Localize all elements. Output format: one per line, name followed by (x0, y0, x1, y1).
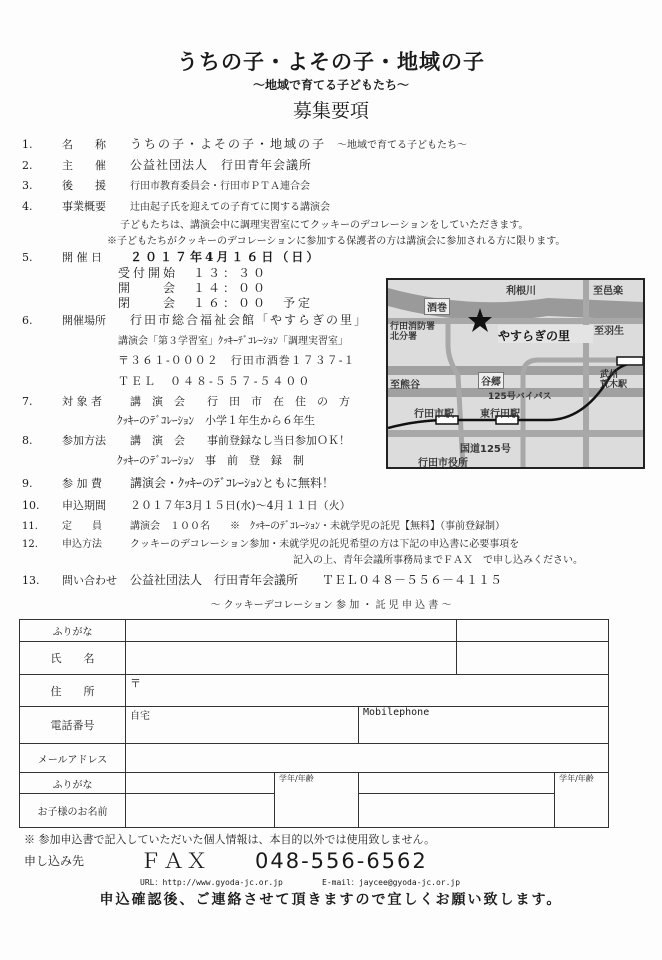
item-fee: 9. 参 加 費 講演会・ｸｯｷｰのﾃﾞｺﾚｰｼｮﾝともに無料！ (22, 476, 335, 490)
contact-email[interactable]: E-mail：jaycee@gyoda-jc.or.jp (322, 878, 461, 887)
venue-address: 〒３６１-０００２ 行田市酒巻１７３７-１ (118, 354, 356, 367)
date-reception: 受付開始 １３：３０ (118, 266, 269, 280)
item-venue: 6. 開催場所 行田市総合福祉会館「やすらぎの里」 (22, 313, 369, 327)
map-label-route125: 国道125号 (460, 444, 511, 455)
furigana-field-1[interactable] (126, 620, 457, 642)
map-label-sakamaki: 酒巻 (424, 298, 450, 315)
furigana-label: ふりがな (20, 620, 126, 642)
item-period: 10. 申込期間 ２０１７年3月１５日(水)～4月１１日（火） (22, 499, 351, 512)
item-contact: 13. 問い合わせ 公益社団法人 行田青年会議所 ＴＥＬ０４８－５５６－４１１５ (22, 573, 503, 587)
map-label-higashi-gyoda-station: 東行田駅 (480, 409, 520, 420)
map-label-fire-station: 行田消防署 北分署 (390, 322, 436, 342)
address-field[interactable]: 〒 (126, 675, 609, 707)
apply-to-label: 申し込み先 (24, 854, 85, 868)
overview-line-2: ※子どもたちがクッキーのデコレーションに参加する保護者の方は講演会に参加される方に限ります。 (107, 236, 566, 247)
map-label-river: 利根川 (506, 286, 536, 297)
child-grade-field-1[interactable]: 学年/年齢 (275, 773, 359, 828)
email-field[interactable] (126, 744, 609, 773)
item-target: 7. 対 象 者 講 演 会 行 田 市 在 住 の 方 (22, 395, 350, 408)
target-cookie: ｸｯｷｰのﾃﾞｺﾚｰｼｮﾝ 小学１年生から６年生 (117, 414, 315, 427)
closing-message: 申込確認後、ご連絡させて頂きますので宜しくお願い致します。 (99, 892, 563, 908)
item-organizer: 2. 主 催 公益社団法人 行田青年会議所 (22, 158, 313, 172)
bushu-arai-station-marker (617, 357, 643, 365)
map-label-to-kumagaya: 至熊谷 (390, 380, 420, 391)
phone-label: 電話番号 (20, 707, 126, 744)
map-label-to-omura: 至邑楽 (593, 286, 623, 297)
page-title: うちの子・よその子・地域の子 (177, 49, 485, 74)
map-label-yago: 谷郷 (478, 372, 504, 389)
child-furigana-field-2[interactable] (359, 773, 555, 794)
child-furigana-label: ふりがな (20, 773, 126, 794)
form-title: ～ クッキーデコレーション 参 加 ・ 託 児 申 込 書 ～ (210, 600, 452, 611)
address-label: 住 所 (20, 675, 126, 707)
name-label: 氏 名 (20, 642, 126, 675)
section-heading: 募集要項 (292, 100, 369, 122)
venue-tel: ＴＥＬ ０４８-５５７-５４００ (118, 375, 312, 388)
item-date: 5. 開 催 日 ２０１７年4月１６日（日） (22, 250, 322, 264)
child-name-field-1[interactable] (126, 794, 275, 828)
map-label-venue: やすらぎの里 (498, 329, 571, 343)
map-label-to-hanyu: 至羽生 (594, 326, 624, 337)
name-field-1[interactable] (126, 642, 457, 675)
child-furigana-field-1[interactable] (126, 773, 275, 794)
road-vertical-2 (583, 280, 589, 467)
access-map (386, 278, 645, 469)
fax-number: ＦＡＸ 048-556-6562 (140, 849, 428, 873)
item-support: 3. 後 援 行田市教育委員会・行田市ＰＴＡ連合会 (22, 179, 310, 192)
application-line-2: 記入の上、青年会議所事務局までＦＡＸ で申し込みください。 (293, 555, 583, 566)
furigana-field-2[interactable] (457, 620, 609, 642)
child-name-field-2[interactable] (359, 794, 555, 828)
item-overview: 4. 事業概要 辻由起子氏を迎えての子育てに関する講演会 (22, 200, 330, 213)
road-125 (388, 430, 643, 437)
venue-rooms: 講演会「第３学習室」ｸｯｷｰﾃﾞｺﾚｰｼｮﾝ「調理実習室」 (118, 336, 348, 347)
website-url[interactable]: URL：http://www.gyoda-jc.or.jp (140, 878, 283, 887)
privacy-note: ※ 参加申込書で記入していただいた個人情報は、本目的以外では使用致しません。 (24, 833, 436, 846)
map-label-bushu-arai: 武州 荒木駅 (600, 370, 628, 390)
item-method: 8. 参加方法 講 演 会 事前登録なし当日参加ＯＫ！ (22, 434, 350, 447)
item-capacity: 11. 定 員 講演会 １００名 ※ ｸｯｷｰのﾃﾞｺﾚｰｼｮﾝ・未就学児の託児【無料】（事前登録制） (22, 521, 505, 532)
application-form (19, 619, 609, 828)
map-label-city-hall: 行田市役所 (418, 458, 468, 469)
email-label: メールアドレス (20, 744, 126, 773)
overview-line-1: 子どもたちは、講演会中に調理実習室にてクッキーのデコレーションをしていただきます。 (120, 220, 529, 231)
map-label-gyodashi-station: 行田市駅 (414, 409, 454, 420)
date-open: 開 会 １４：００ (118, 281, 269, 295)
child-name-label: お子様のお名前 (20, 794, 126, 828)
item-name: 1. 名 称 うちの子・よその子・地域の子 ～地域で育てる子どもたち～ (22, 137, 468, 151)
phone-mobile-field[interactable]: Mobilephone (359, 707, 609, 744)
name-field-2[interactable] (457, 642, 609, 675)
item-application: 12. 申込方法 クッキーのデコレーション参加・未就学児の託児希望の方は下記の申込書に必要事項を (22, 539, 520, 550)
date-close: 閉 会 １６：００ 予定 (118, 296, 314, 310)
map-label-bypass: 125号バイパス (488, 392, 552, 402)
phone-home-field[interactable]: 自宅 (126, 707, 359, 744)
method-cookie: ｸｯｷｰのﾃﾞｺﾚｰｼｮﾝ 事 前 登 録 制 (117, 454, 304, 467)
child-grade-field-2[interactable]: 学年/年齢 (555, 773, 609, 828)
page-subtitle: ～地域で育てる子どもたち～ (252, 78, 409, 92)
